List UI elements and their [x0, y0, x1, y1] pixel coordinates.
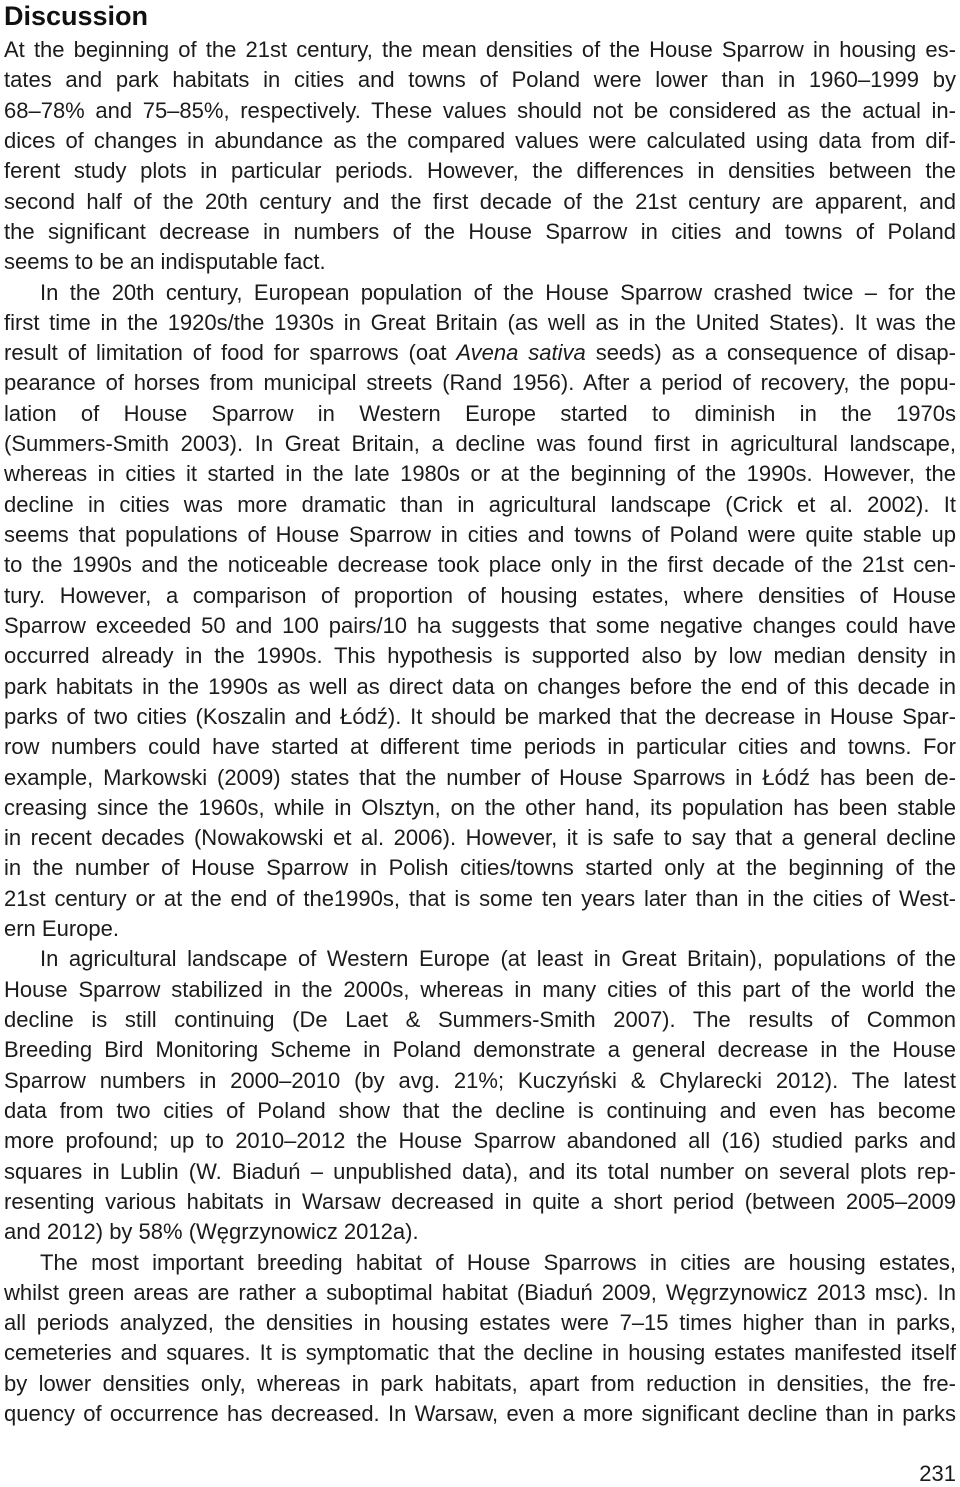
- text-line: more profound; up to 2010–2012 the House Sparrow abandoned all (16) studied parks and: [4, 1128, 956, 1154]
- text-line: The most important breeding habitat of House Sparrows in cities are housing estates,: [40, 1249, 956, 1275]
- italic-term: Avena sativa: [456, 340, 586, 366]
- paragraph: [4, 1248, 956, 1430]
- text-line: by lower densities only, whereas in park habitats, apart from reduction in densities, the fre-: [4, 1370, 956, 1396]
- text-line: In agricultural landscape of Western Europe (at least in Great Britain), populations of the: [40, 946, 956, 972]
- text-line: resenting various habitats in Warsaw decreased in quite a short period (between 2005–2009: [4, 1188, 956, 1214]
- text-line: Sparrow numbers in 2000–2010 (by avg. 21%; Kuczyński & Chylarecki 2012). The latest: [4, 1067, 956, 1093]
- text-line: seems that populations of House Sparrow in cities and towns of Poland were quite stable up: [4, 522, 956, 547]
- text-line: whilst green areas are rather a suboptimal habitat (Biaduń 2009, Węgrzynowicz 2013 msc). In: [4, 1279, 956, 1305]
- text-line: row numbers could have started at different time periods in particular cities and towns. For: [4, 734, 956, 760]
- text-line: lation of House Sparrow in Western Europe started to diminish in the 1970s: [4, 400, 956, 426]
- text-line: quency of occurrence has decreased. In Warsaw, even a more significant decline than in parks: [4, 1401, 956, 1427]
- text-line: House Sparrow stabilized in the 2000s, whereas in many cities of this part of the world the: [4, 976, 956, 1002]
- text-line: example, Markowski (2009) states that the number of House Sparrows in Łódź has been de-: [4, 764, 956, 790]
- text-line: (Summers-Smith 2003). In Great Britain, a decline was found first in agricultural landscape,: [4, 431, 956, 457]
- text-line: [4, 338, 956, 368]
- text-line: parks of two cities (Koszalin and Łódź). It should be marked that the decrease in House Spar-: [4, 703, 956, 729]
- text-line: whereas in cities it started in the late 1980s or at the beginning of the 1990s. However, the: [4, 461, 956, 487]
- text-line: decline in cities was more dramatic than in agricultural landscape (Crick et al. 2002). It: [4, 491, 956, 517]
- text-segment: seeds) as a consequence of disap-: [585, 340, 956, 366]
- text-line: ferent study plots in particular periods. However, the differences in densities between the: [4, 158, 956, 184]
- text-line: dices of changes in abundance as the compared values were calculated using data from dif-: [4, 127, 956, 153]
- text-line: cemeteries and squares. It is symptomatic that the decline in housing estates manifested itself: [4, 1340, 956, 1366]
- text-line: At the beginning of the 21st century, the mean densities of the House Sparrow in housing es-: [4, 37, 956, 62]
- text-line: tates and park habitats in cities and towns of Poland were lower than in 1960–1999 by: [4, 67, 956, 93]
- section-heading: Discussion: [4, 1, 149, 31]
- text-line: Breeding Bird Monitoring Scheme in Poland demonstrate a general decrease in the House: [4, 1037, 956, 1063]
- text-line: and 2012) by 58% (Węgrzynowicz 2012a).: [4, 1219, 419, 1245]
- text-line: creasing since the 1960s, while in Olsztyn, on the other hand, its population has been stable: [4, 794, 956, 820]
- text-line: 21st century or at the end of the1990s, that is some ten years later than in the cities of West-: [4, 885, 956, 911]
- text-line: the significant decrease in numbers of the House Sparrow in cities and towns of Poland: [4, 218, 956, 244]
- text-line: seems to be an indisputable fact.: [4, 249, 326, 275]
- text-line: tury. However, a comparison of proportion of housing estates, where densities of House: [4, 582, 956, 608]
- text-line: park habitats in the 1990s as well as direct data on changes before the end of this decade in: [4, 673, 956, 699]
- text-line: pearance of horses from municipal streets (Rand 1956). After a period of recovery, the popu-: [4, 370, 956, 396]
- text-line: in recent decades (Nowakowski et al. 2006). However, it is safe to say that a general decline: [4, 825, 956, 851]
- text-segment: result of limitation of food for sparrows (oat: [4, 340, 457, 366]
- paragraph: [4, 944, 956, 1247]
- text-line: Sparrow exceeded 50 and 100 pairs/10 ha suggests that some negative changes could have: [4, 612, 956, 638]
- body-text: [4, 35, 956, 1429]
- text-line: squares in Lublin (W. Biaduń – unpublished data), and its total number on several plots rep-: [4, 1158, 956, 1184]
- text-line: first time in the 1920s/the 1930s in Great Britain (as well as in the United States). It was the: [4, 309, 956, 335]
- paragraph: [4, 278, 956, 945]
- text-line: in the number of House Sparrow in Polish cities/towns started only at the beginning of the: [4, 855, 956, 881]
- text-line: 68–78% and 75–85%, respectively. These values should not be considered as the actual in-: [4, 97, 956, 123]
- paragraph: [4, 35, 956, 278]
- text-line: decline is still continuing (De Laet & Summers-Smith 2007). The results of Common: [4, 1007, 956, 1032]
- text-line: all periods analyzed, the densities in housing estates were 7–15 times higher than in parks,: [4, 1310, 956, 1336]
- text-line: data from two cities of Poland show that the decline is continuing and even has become: [4, 1097, 956, 1123]
- text-line: second half of the 20th century and the first decade of the 21st century are apparent, and: [4, 188, 956, 214]
- text-line: occurred already in the 1990s. This hypothesis is supported also by low median density in: [4, 643, 956, 669]
- text-line: to the 1990s and the noticeable decrease took place only in the first decade of the 21st cen-: [4, 552, 956, 578]
- text-line: In the 20th century, European population of the House Sparrow crashed twice – for the: [40, 279, 956, 305]
- page-number: 231: [919, 1461, 956, 1486]
- text-line: ern Europe.: [4, 916, 119, 942]
